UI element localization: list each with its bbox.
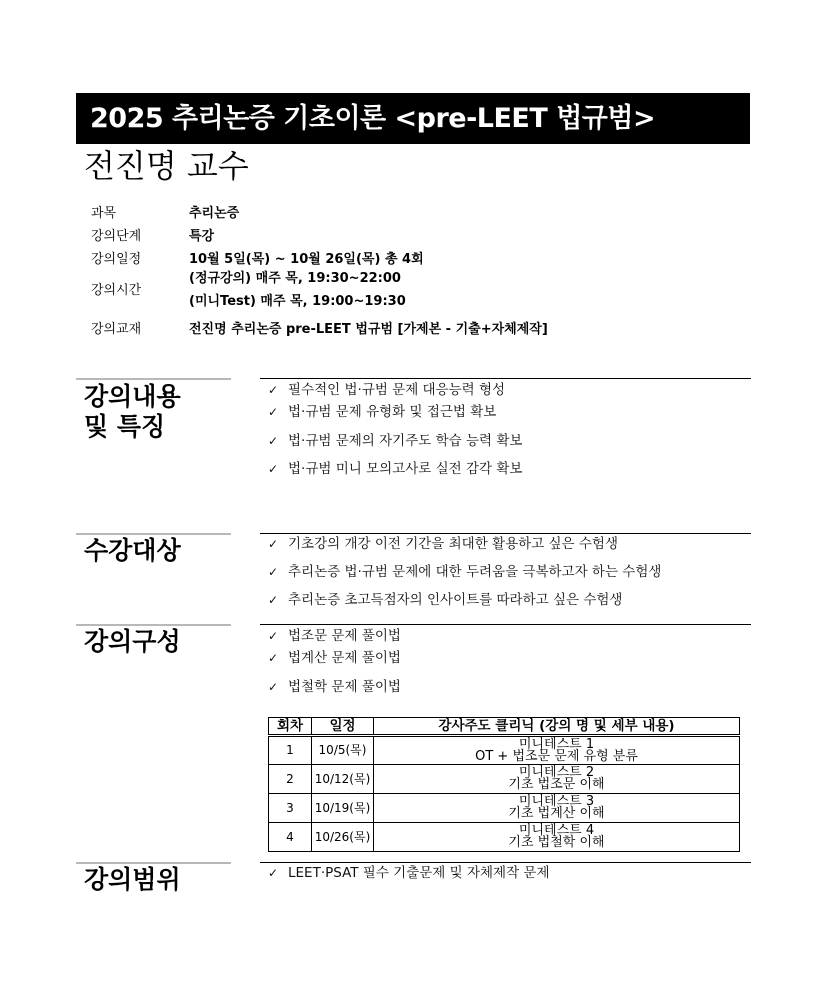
table-row: [269, 823, 740, 852]
check-icon: ✓: [268, 537, 279, 551]
section-divider: [260, 862, 751, 863]
table-row: [269, 765, 740, 794]
round-cell: 3: [269, 794, 312, 823]
check-icon: ✓: [268, 383, 279, 397]
round-cell: 1: [269, 736, 312, 765]
list-item: ✓ 법·규범 문제의 자기주도 학습 능력 확보: [268, 433, 523, 449]
section-divider: [260, 533, 751, 534]
header-content: 강사주도 클리닉 (강의 명 및 세부 내용): [374, 718, 740, 736]
round-cell: 2: [269, 765, 312, 794]
list-item: ✓ 추리논증 초고득점자의 인사이트를 따라하고 싶은 수험생: [268, 592, 623, 608]
date-cell: 10/12(목): [312, 765, 374, 794]
features-title-line2: 및 특징: [84, 412, 166, 441]
content-cell: 미니테스트 1 OT + 법조문 문제 유형 분류: [374, 736, 740, 765]
time-value-minitest: (미니Test) 매주 목, 19:00~19:30: [189, 294, 406, 309]
list-item: ✓ 필수적인 법·규범 문제 대응능력 형성: [268, 382, 506, 398]
check-icon: ✓: [268, 565, 279, 579]
features-title-line1: 강의내용: [84, 382, 181, 411]
table-row: [269, 736, 740, 765]
check-icon: ✓: [268, 629, 279, 643]
list-item: ✓ 법·규범 미니 모의고사로 실전 감각 확보: [268, 461, 523, 477]
round-cell: 4: [269, 823, 312, 852]
time-label: 강의시간: [91, 283, 142, 298]
stage-label: 강의단계: [91, 229, 142, 244]
check-icon: ✓: [268, 651, 279, 665]
section-divider: [76, 624, 231, 626]
subject-value: 추리논증: [189, 206, 240, 221]
textbook-value: 전진명 추리논증 pre-LEET 법규범 [가제본 - 기출+자체제작]: [189, 322, 548, 337]
check-icon: ✓: [268, 866, 279, 880]
period-value: 10월 5일(목) ~ 10월 26일(목) 총 4회: [189, 252, 424, 267]
target-title: 수강대상: [84, 536, 181, 565]
date-cell: 10/19(목): [312, 794, 374, 823]
header-round: 회차: [269, 718, 312, 736]
section-divider: [76, 533, 231, 535]
stage-value: 특강: [189, 229, 215, 244]
list-item: ✓ 기초강의 개강 이전 기간을 최대한 활용하고 싶은 수험생: [268, 536, 618, 552]
content-cell: 미니테스트 2 기초 법조문 이해: [374, 765, 740, 794]
date-cell: 10/5(목): [312, 736, 374, 765]
table-row: [269, 794, 740, 823]
check-icon: ✓: [268, 405, 279, 419]
table-header-row: [269, 718, 740, 736]
time-value-regular: (정규강의) 매주 목, 19:30~22:00: [189, 271, 401, 286]
header-date: 일정: [312, 718, 374, 736]
content-cell: 미니테스트 3 기초 법계산 이해: [374, 794, 740, 823]
list-item: ✓ LEET·PSAT 필수 기출문제 및 자체제작 문제: [268, 865, 550, 881]
period-label: 강의일정: [91, 252, 142, 267]
check-icon: ✓: [268, 593, 279, 607]
scope-title: 강의범위: [84, 865, 181, 894]
section-divider: [76, 378, 231, 380]
check-icon: ✓: [268, 462, 279, 476]
subject-label: 과목: [91, 206, 117, 221]
professor-name: 전진명 교수: [84, 147, 249, 185]
check-icon: ✓: [268, 434, 279, 448]
section-divider: [260, 624, 751, 625]
list-item: ✓ 법계산 문제 풀이법: [268, 650, 401, 666]
date-cell: 10/26(목): [312, 823, 374, 852]
list-item: ✓ 법철학 문제 풀이법: [268, 679, 401, 695]
check-icon: ✓: [268, 680, 279, 694]
page-title: 2025 추리논증 기초이론 <pre-LEET 법규범>: [76, 93, 750, 144]
list-item: ✓ 추리논증 법·규범 문제에 대한 두려움을 극복하고자 하는 수험생: [268, 564, 662, 580]
composition-title: 강의구성: [84, 627, 181, 656]
textbook-label: 강의교재: [91, 322, 142, 337]
list-item: ✓ 법조문 문제 풀이법: [268, 628, 401, 644]
content-cell: 미니테스트 4 기초 법철학 이해: [374, 823, 740, 852]
list-item: ✓ 법·규범 문제 유형화 및 접근법 확보: [268, 404, 497, 420]
schedule-table: [268, 717, 740, 852]
section-divider: [260, 378, 751, 379]
section-divider: [76, 862, 231, 864]
